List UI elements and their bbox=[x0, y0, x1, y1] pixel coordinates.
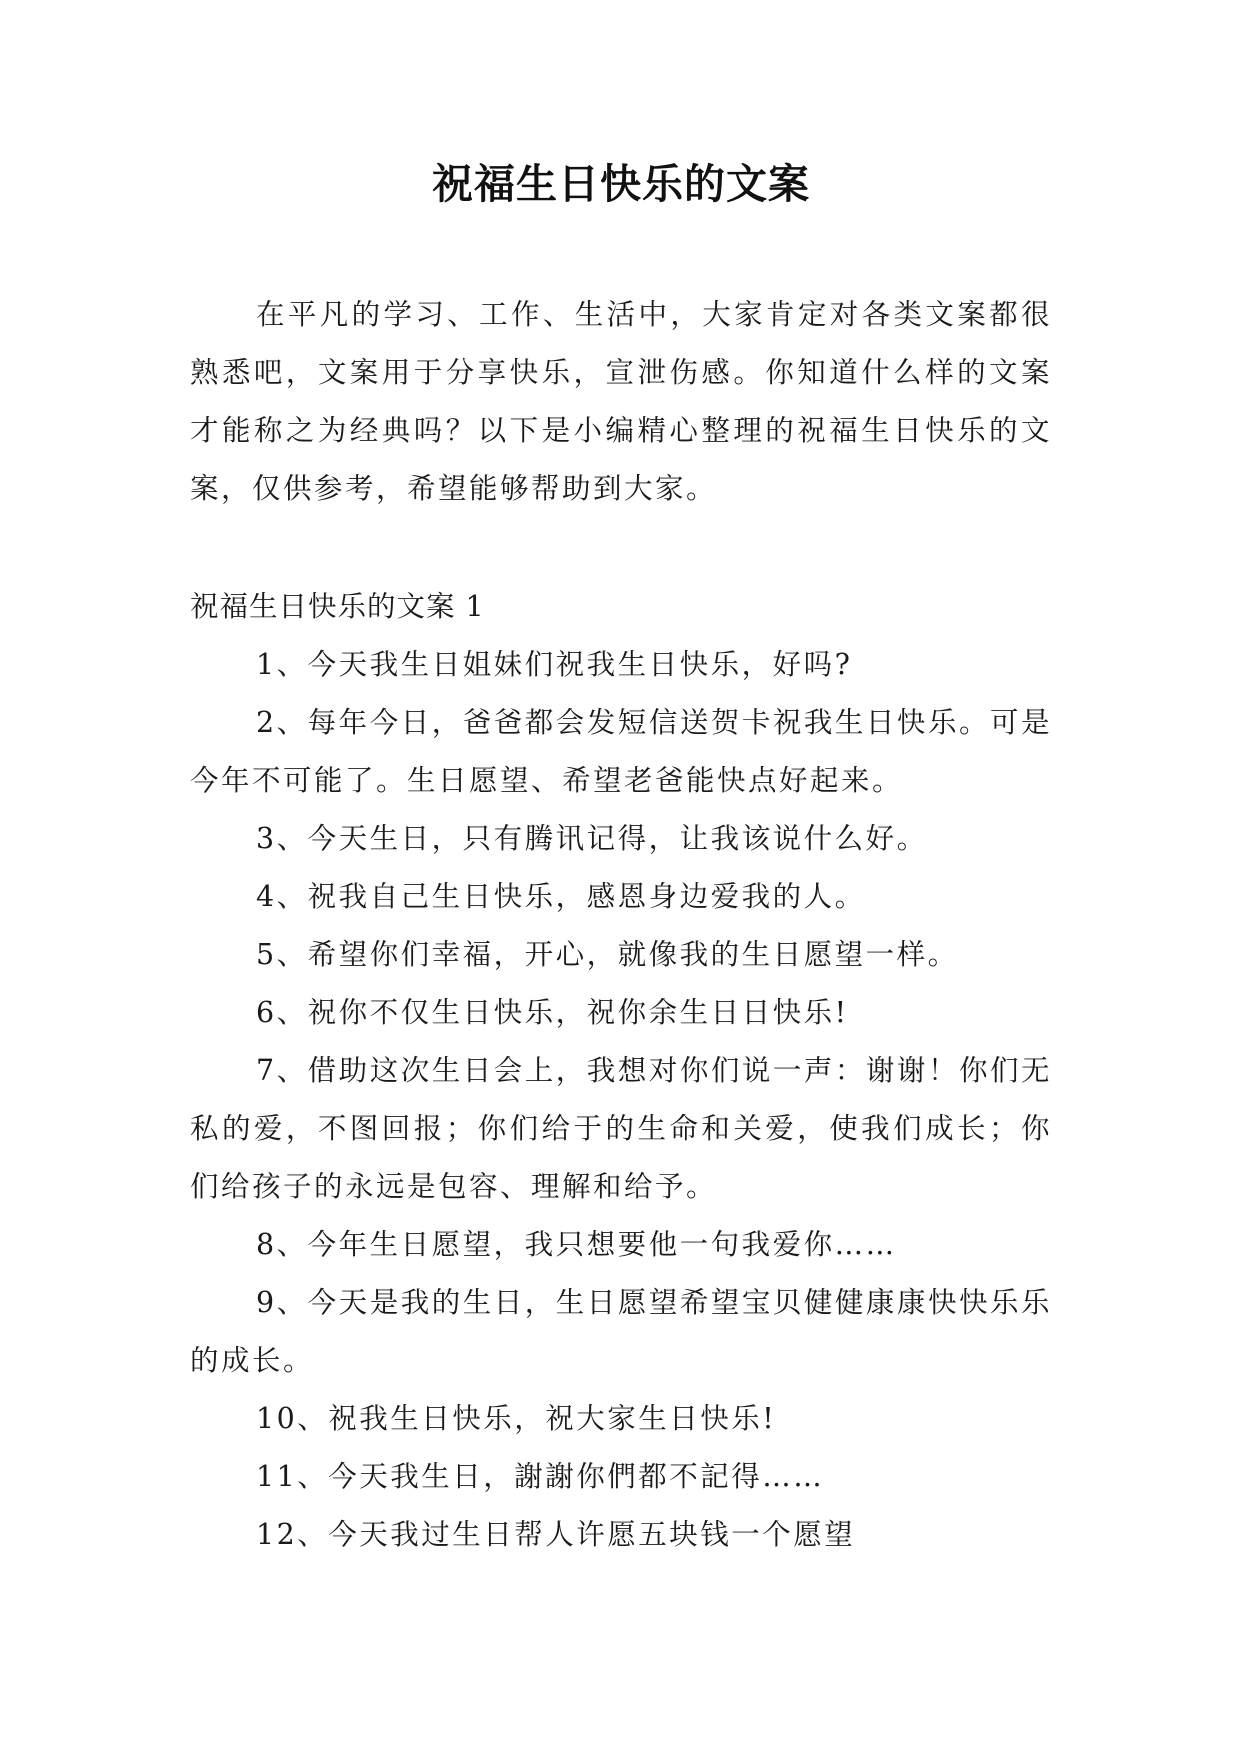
list-item: 11、今天我生日，謝謝你們都不記得…… bbox=[256, 1460, 825, 1493]
list-item: 5、希望你们幸福，开心，就像我的生日愿望一样。 bbox=[256, 938, 959, 971]
list-item: 9、今天是我的生日，生日愿望希望宝贝健健康康快快乐乐的成长。 bbox=[190, 1286, 1052, 1377]
section-heading: 祝福生日快乐的文案 1 bbox=[190, 590, 485, 623]
list-item: 12、今天我过生日帮人许愿五块钱一个愿望 bbox=[256, 1518, 856, 1551]
page-title: 祝福生日快乐的文案 bbox=[432, 160, 810, 208]
list-item: 6、祝你不仅生日快乐，祝你余生日日快乐! bbox=[256, 996, 849, 1029]
list-item: 10、祝我生日快乐，祝大家生日快乐! bbox=[256, 1402, 777, 1435]
intro-paragraph: 在平凡的学习、工作、生活中，大家肯定对各类文案都很熟悉吧，文案用于分享快乐，宣泄伤感。你知道什么样的文案才能称之为经典吗？以下是小编精心整理的祝福生日快乐的文案，仅供参考，希望能够帮助到大家。 bbox=[190, 298, 1052, 505]
list-item: 8、今年生日愿望，我只想要他一句我爱你…… bbox=[256, 1228, 897, 1261]
list-item: 1、今天我生日姐妹们祝我生日快乐，好吗? bbox=[256, 648, 853, 681]
item-list bbox=[190, 636, 1052, 1564]
list-item: 4、祝我自己生日快乐，感恩身边爱我的人。 bbox=[256, 880, 866, 913]
list-item: 2、每年今日，爸爸都会发短信送贺卡祝我生日快乐。可是今年不可能了。生日愿望、希望老爸能快点好起来。 bbox=[190, 706, 1052, 797]
list-item: 3、今天生日，只有腾讯记得，让我该说什么好。 bbox=[256, 822, 928, 855]
list-item: 7、借助这次生日会上，我想对你们说一声：谢谢！你们无私的爱，不图回报；你们给于的生命和关爱，使我们成长；你们给孩子的永远是包容、理解和给予。 bbox=[190, 1054, 1052, 1203]
